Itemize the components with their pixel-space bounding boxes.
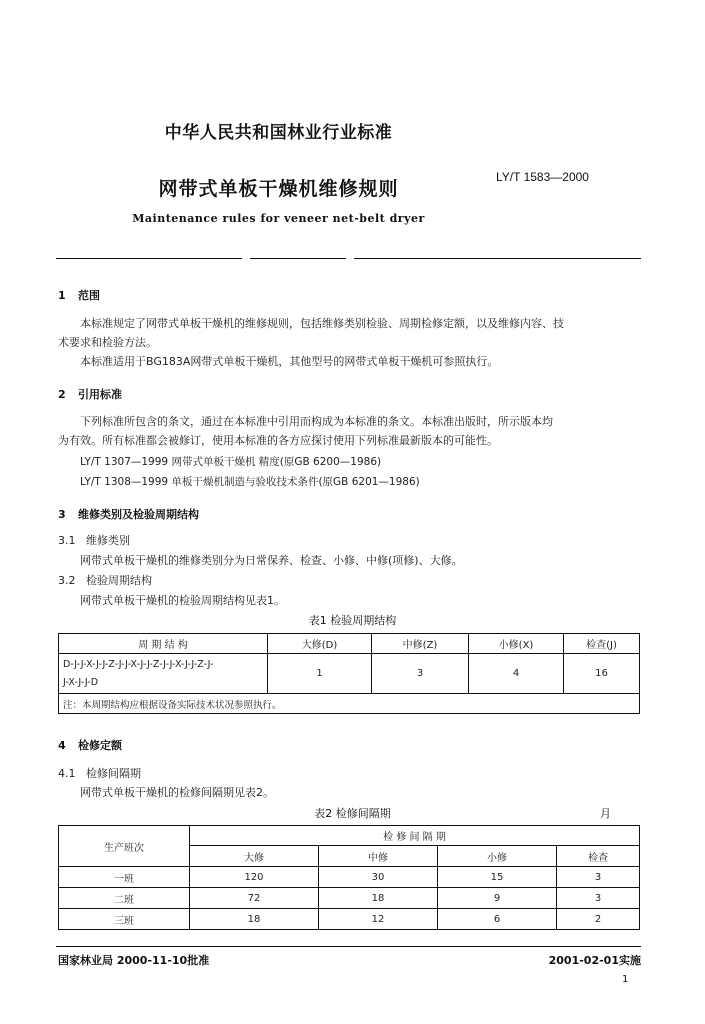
table-1-cycle-cell <box>59 654 268 694</box>
footer-rule <box>56 946 641 947</box>
table-2-row-1-major: 120 <box>190 867 319 888</box>
table-2-row-3-major: 18 <box>190 909 319 930</box>
table-1 <box>58 633 640 714</box>
table-2-header-major: 大修 <box>190 846 319 867</box>
approval-date: 国家林业局 2000-11-10批准 <box>58 954 210 967</box>
header-title: 中华人民共和国林业行业标准 <box>164 123 393 143</box>
table-2-header-check: 检查 <box>557 846 640 867</box>
table-2-row-header: 生产班次 <box>59 826 190 867</box>
table-1-header-cycle: 周 期 结 构 <box>59 634 268 654</box>
section-4-title: 检修定额 <box>78 739 122 752</box>
section-1-heading <box>58 287 100 303</box>
header-rule-right <box>354 258 641 259</box>
section-1-title: 范围 <box>78 289 100 302</box>
table-2-header-medium: 中修 <box>319 846 438 867</box>
section-3-1-heading <box>58 531 130 550</box>
table-2-row-1-minor: 15 <box>438 867 557 888</box>
table-1-note: 注：本周期结构应根据设备实际技术状况参照执行。 <box>59 694 640 714</box>
table-2-row-3-check: 2 <box>557 909 640 930</box>
section-1-number: 1 <box>58 289 66 302</box>
section-1-paragraph-2: 本标准适用于BG183A网带式单板干燥机，其他型号的网带式单板干燥机可参照执行。 <box>80 355 499 368</box>
section-2-heading <box>58 386 122 402</box>
table-2-column-group: 检 修 间 隔 期 <box>190 826 640 846</box>
section-4-1-number: 4.1 <box>58 767 76 780</box>
table-2-row-3-medium: 12 <box>319 909 438 930</box>
table-row <box>59 867 640 888</box>
section-3-1-title: 维修类别 <box>86 534 130 547</box>
section-2-number: 2 <box>58 388 66 401</box>
table-row <box>59 888 640 909</box>
section-4-number: 4 <box>58 739 66 752</box>
section-3-2-text: 网带式单板干燥机的检验周期结构见表1。 <box>80 594 285 607</box>
section-2-paragraph-1a: 下列标准所包含的条文，通过在本标准中引用而构成为本标准的条文。本标准出版时，所示版本均 <box>80 415 553 428</box>
table-2-row-1-label: 一班 <box>59 867 190 888</box>
section-3-2-heading <box>58 571 152 590</box>
table-1-header-medium: 中修(Z) <box>372 634 469 654</box>
section-3-number: 3 <box>58 508 66 521</box>
reference-2: LY/T 1308—1999 单板干燥机制造与验收技术条件(原GB 6201—1986) <box>80 476 420 488</box>
table-1-value-check: 16 <box>564 654 640 694</box>
table-2-row-2-label: 二班 <box>59 888 190 909</box>
table-1-header-minor: 小修(X) <box>469 634 564 654</box>
table-2 <box>58 825 640 930</box>
section-4-1-title: 检修间隔期 <box>86 767 141 780</box>
table-2-row-2-minor: 9 <box>438 888 557 909</box>
standard-number: LY/T 1583—2000 <box>496 170 589 184</box>
section-3-heading <box>58 506 199 522</box>
table-1-cycle-line-1: D-J-J-X-J-J-Z-J-J-X-J-J-Z-J-J-X-J-J-Z-J- <box>63 658 214 670</box>
english-title: Maintenance rules for veneer net-belt dryer <box>132 212 425 225</box>
table-row <box>59 909 640 930</box>
table-2-row-2-check: 3 <box>557 888 640 909</box>
table-1-caption: 表1 检验周期结构 <box>308 614 397 627</box>
implementation-date: 2001-02-01实施 <box>548 954 641 967</box>
section-3-1-number: 3.1 <box>58 534 76 547</box>
table-1-value-medium: 3 <box>372 654 469 694</box>
table-1-value-major: 1 <box>268 654 372 694</box>
table-2-row-3-minor: 6 <box>438 909 557 930</box>
section-2-title: 引用标准 <box>78 388 122 401</box>
section-3-2-number: 3.2 <box>58 574 76 587</box>
section-3-title: 维修类别及检验周期结构 <box>78 508 199 521</box>
section-3-1-text: 网带式单板干燥机的维修类别分为日常保养、检查、小修、中修(项修)、大修。 <box>80 554 463 567</box>
table-2-row-1-medium: 30 <box>319 867 438 888</box>
header-rule-left <box>56 258 242 259</box>
page-number: 1 <box>622 974 629 985</box>
table-2-row-2-medium: 18 <box>319 888 438 909</box>
table-1-header-major: 大修(D) <box>268 634 372 654</box>
table-2-caption: 表2 检修间隔期 <box>314 807 391 820</box>
table-1-value-minor: 4 <box>469 654 564 694</box>
document-title: 网带式单板干燥机维修规则 <box>158 178 399 200</box>
section-2-paragraph-1b: 为有效。所有标准都会被修订，使用本标准的各方应探讨使用下列标准最新版本的可能性。 <box>58 434 498 447</box>
table-2-row-1-check: 3 <box>557 867 640 888</box>
section-4-1-heading <box>58 764 141 783</box>
table-1-header-check: 检查(J) <box>564 634 640 654</box>
section-3-2-title: 检验周期结构 <box>86 574 152 587</box>
section-4-heading <box>58 737 122 753</box>
table-2-row-2-major: 72 <box>190 888 319 909</box>
reference-1: LY/T 1307—1999 网带式单板干燥机 精度(原GB 6200—1986) <box>80 456 382 468</box>
header-rule-middle <box>250 258 346 259</box>
table-2-unit: 月 <box>600 807 611 820</box>
section-1-paragraph-1a: 本标准规定了网带式单板干燥机的维修规则，包括维修类别检验、周期检修定额，以及维修内容、技 <box>80 317 564 330</box>
table-1-cycle-line-2: J-X-J-J-D <box>63 676 99 688</box>
section-1-paragraph-1b: 术要求和检验方法。 <box>58 336 157 349</box>
table-2-row-3-label: 三班 <box>59 909 190 930</box>
table-2-header-minor: 小修 <box>438 846 557 867</box>
section-4-1-text: 网带式单板干燥机的检修间隔期见表2。 <box>80 786 274 799</box>
